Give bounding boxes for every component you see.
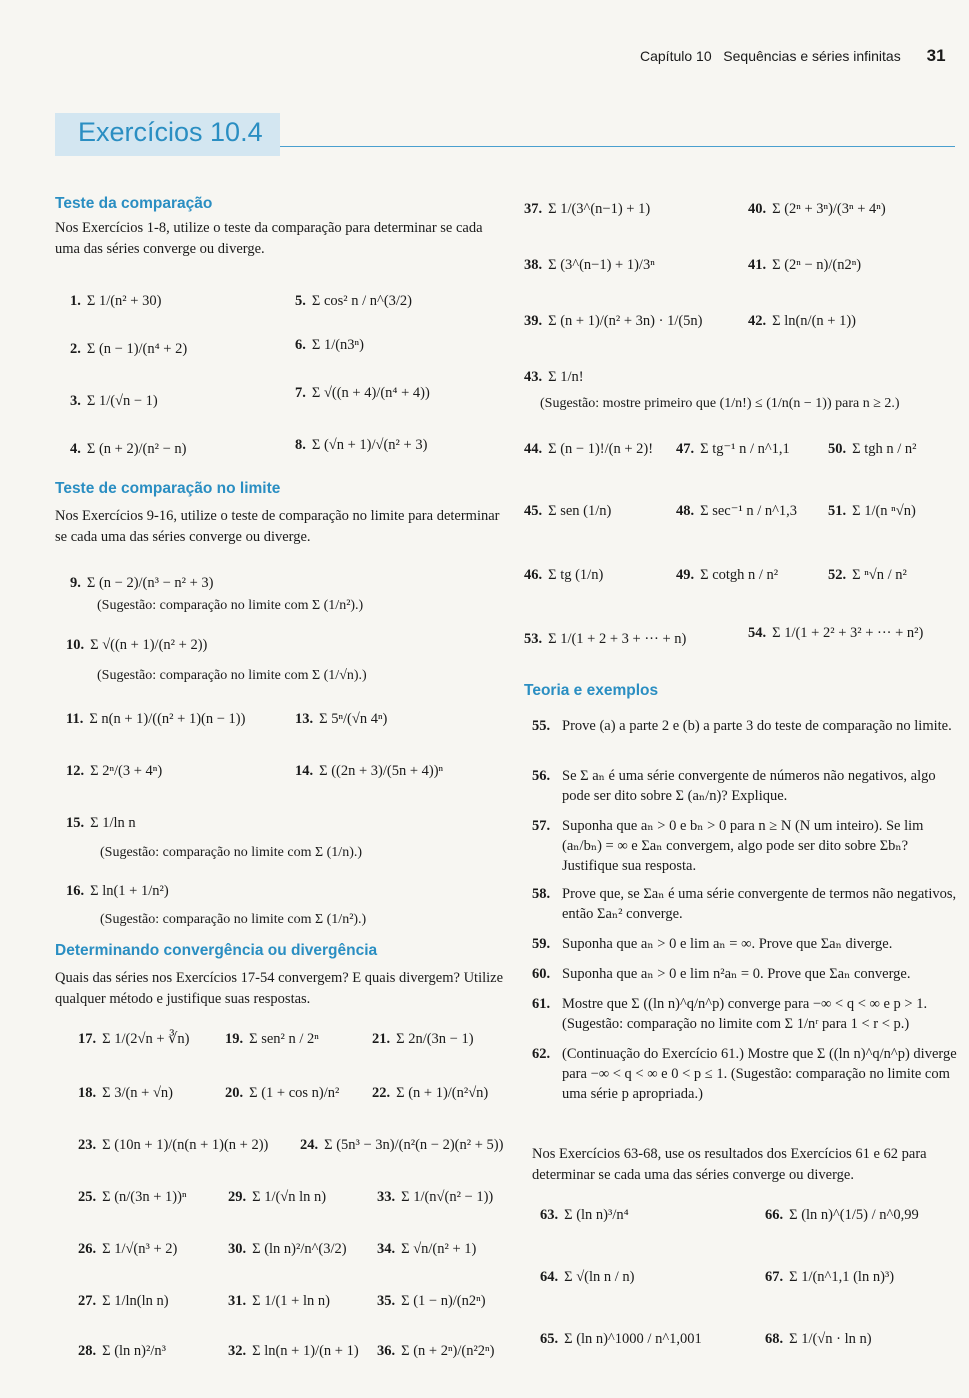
exercise-11: 11. Σ n(n + 1)/((n² + 1)(n − 1)) <box>66 711 246 727</box>
exercise-6: 6. Σ 1/(n3ⁿ) <box>295 337 364 353</box>
exercise-23: 23. Σ (10n + 1)/(n(n + 1)(n + 2)) <box>78 1137 269 1153</box>
exercise-53: 53. Σ 1/(1 + 2 + 3 + ··· + n) <box>524 631 687 647</box>
section-comparison-intro: Nos Exercícios 1-8, utilize o teste da comparação para determinar se cada uma das séries converge ou diverge. <box>55 220 483 257</box>
exercise-33: 33. Σ 1/(n√(n² − 1)) <box>377 1189 494 1205</box>
section-theory-title: Teoria e exemplos <box>524 682 659 699</box>
theory-item-59: 59. Suponha que aₙ > 0 e lim aₙ = ∞. Prove que Σaₙ diverge. <box>532 936 893 952</box>
page-number: 31 <box>926 46 946 65</box>
exercise-46: 46. Σ tg (1/n) <box>524 567 604 583</box>
exercise-27: 27. Σ 1/ln(ln n) <box>78 1293 169 1309</box>
theory-item-58: 58. Prove que, se Σaₙ é uma série convergente de termos não negativos, então Σaₙ² converge. <box>532 886 957 922</box>
exercise-28: 28. Σ (ln n)²/n³ <box>78 1343 166 1359</box>
exercise-17: 17. Σ 1/(2√n + ∛n) <box>78 1031 190 1047</box>
hint-9: (Sugestão: comparação no limite com Σ (1/n²).) <box>97 598 364 613</box>
exercise-8: 8. Σ (√n + 1)/√(n² + 3) <box>295 437 428 453</box>
exercise-44: 44. Σ (n − 1)!/(n + 2)! <box>524 441 654 457</box>
exercise-47: 47. Σ tg⁻¹ n / n^1,1 <box>676 441 790 457</box>
exercise-34: 34. Σ √n/(n² + 1) <box>377 1241 477 1257</box>
exercise-14: 14. Σ ((2n + 3)/(5n + 4))ⁿ <box>295 763 444 779</box>
banner-title: Exercícios 10.4 <box>78 117 263 147</box>
exercise-51: 51. Σ 1/(n ⁿ√n) <box>828 503 916 519</box>
exercise-18: 18. Σ 3/(n + √n) <box>78 1085 174 1101</box>
exercise-49: 49. Σ cotgh n / n² <box>676 567 779 583</box>
exercise-15: 15. Σ 1/ln n <box>66 815 136 831</box>
exercise-9: 9. Σ (n − 2)/(n³ − n² + 3) <box>70 575 214 591</box>
hint-16: (Sugestão: comparação no limite com Σ (1/n²).) <box>100 912 367 927</box>
exercise-64: 64. Σ √(ln n / n) <box>540 1269 635 1285</box>
exercise-38: 38. Σ (3^(n−1) + 1)/3ⁿ <box>524 257 655 273</box>
exercise-54: 54. Σ 1/(1 + 2² + 3² + ··· + n²) <box>748 625 924 641</box>
exercise-45: 45. Σ sen (1/n) <box>524 503 612 519</box>
exercise-16: 16. Σ ln(1 + 1/n²) <box>66 883 169 899</box>
exercise-36: 36. Σ (n + 2ⁿ)/(n²2ⁿ) <box>377 1343 495 1359</box>
exercise-43: 43. Σ 1/n! <box>524 369 584 385</box>
exercises-banner <box>55 113 280 156</box>
running-header <box>640 46 946 66</box>
theory-item-61: 61. Mostre que Σ ((ln n)^q/n^p) converge para −∞ < q < ∞ e p > 1. (Sugestão: comparação no limite com Σ 1/nʳ para 1 < r < p.) <box>532 996 928 1032</box>
theory-item-55: 55. Prove (a) a parte 2 e (b) a parte 3 do teste de comparação no limite. <box>532 718 952 734</box>
exercise-2: 2. Σ (n − 1)/(n⁴ + 2) <box>70 341 188 357</box>
section-determine-title: Determinando convergência ou divergência <box>55 942 378 959</box>
exercise-10: 10. Σ √((n + 1)/(n² + 2)) <box>66 637 208 653</box>
exercise-37: 37. Σ 1/(3^(n−1) + 1) <box>524 201 651 217</box>
exercise-4: 4. Σ (n + 2)/(n² − n) <box>70 441 187 457</box>
exercise-63: 63. Σ (ln n)³/n⁴ <box>540 1207 629 1223</box>
exercise-32: 32. Σ ln(n + 1)/(n + 1) <box>228 1343 359 1359</box>
exercise-65: 65. Σ (ln n)^1000 / n^1,001 <box>540 1331 702 1347</box>
exercise-25: 25. Σ (n/(3n + 1))ⁿ <box>78 1189 187 1205</box>
exercise-52: 52. Σ ⁿ√n / n² <box>828 567 907 583</box>
section-comparison-title: Teste da comparação <box>55 195 213 212</box>
exercise-7: 7. Σ √((n + 4)/(n⁴ + 4)) <box>295 385 430 401</box>
theory-item-57: 57. Suponha que aₙ > 0 e bₙ > 0 para n ≥ N (N um inteiro). Se lim (aₙ/bₙ) = ∞ e Σaₙ convergem, algo pode ser dito sobre Σbₙ? Justifique sua resposta. <box>532 818 924 874</box>
theory-item-60: 60. Suponha que aₙ > 0 e lim n²aₙ = 0. Prove que Σaₙ converge. <box>532 966 911 982</box>
exercise-24: 24. Σ (5n³ − 3n)/(n²(n − 2)(n² + 5)) <box>300 1137 504 1153</box>
exercise-13: 13. Σ 5ⁿ/(√n 4ⁿ) <box>295 711 388 727</box>
exercise-1: 1. Σ 1/(n² + 30) <box>70 293 162 309</box>
exercise-68: 68. Σ 1/(√n · ln n) <box>765 1331 872 1347</box>
section-determine-intro: Quais das séries nos Exercícios 17-54 convergem? E quais divergem? Utilize qualquer método e justifique suas respostas. <box>55 970 504 1007</box>
header-rule <box>280 146 955 147</box>
hint-10: (Sugestão: comparação no limite com Σ (1/√n).) <box>97 668 367 683</box>
exercise-22: 22. Σ (n + 1)/(n²√n) <box>372 1085 489 1101</box>
exercise-29: 29. Σ 1/(√n ln n) <box>228 1189 327 1205</box>
exercise-3: 3. Σ 1/(√n − 1) <box>70 393 158 409</box>
hint-15: (Sugestão: comparação no limite com Σ (1/n).) <box>100 845 363 860</box>
theory-item-62: 62. (Continuação do Exercício 61.) Mostre que Σ ((ln n)^q/n^p) diverge para −∞ < q < ∞ e 0 < p ≤ 1. (Sugestão: comparação no limite com uma série p apropriada.) <box>532 1046 957 1102</box>
exercise-48: 48. Σ sec⁻¹ n / n^1,3 <box>676 503 798 519</box>
exercise-21: 21. Σ 2n/(3n − 1) <box>372 1031 474 1047</box>
theory-item-56: 56. Se Σ aₙ é uma série convergente de números não negativos, algo pode ser dito sobre Σ (aₙ/n)? Explique. <box>532 768 936 804</box>
exercise-50: 50. Σ tgh n / n² <box>828 441 917 457</box>
exercise-66: 66. Σ (ln n)^(1/5) / n^0,99 <box>765 1207 919 1223</box>
chapter-title: Sequências e séries infinitas <box>723 48 901 64</box>
exercise-19: 19. Σ sen² n / 2ⁿ <box>225 1031 319 1047</box>
exercise-67: 67. Σ 1/(n^1,1 (ln n)³) <box>765 1269 895 1285</box>
exercise-41: 41. Σ (2ⁿ − n)/(n2ⁿ) <box>748 257 862 273</box>
exercise-35: 35. Σ (1 − n)/(n2ⁿ) <box>377 1293 486 1309</box>
section-limit-intro: Nos Exercícios 9-16, utilize o teste de comparação no limite para determinar se cada uma das séries converge ou diverge. <box>55 508 500 545</box>
exercise-30: 30. Σ (ln n)²/n^(3/2) <box>228 1241 347 1257</box>
exercise-5: 5. Σ cos² n / n^(3/2) <box>295 293 413 309</box>
exercise-42: 42. Σ ln(n/(n + 1)) <box>748 313 856 329</box>
chapter-label: Capítulo 10 <box>640 48 712 64</box>
exercise-40: 40. Σ (2ⁿ + 3ⁿ)/(3ⁿ + 4ⁿ) <box>748 201 886 217</box>
exercise-26: 26. Σ 1/√(n³ + 2) <box>78 1241 178 1257</box>
section-limit-title: Teste de comparação no limite <box>55 480 281 497</box>
exercise-31: 31. Σ 1/(1 + ln n) <box>228 1293 330 1309</box>
intro-63-68: Nos Exercícios 63-68, use os resultados dos Exercícios 61 e 62 para determinar se cada uma das séries converge ou diverge. <box>532 1146 927 1183</box>
exercise-39: 39. Σ (n + 1)/(n² + 3n) · 1/(5n) <box>524 313 703 329</box>
exercise-12: 12. Σ 2ⁿ/(3 + 4ⁿ) <box>66 763 163 779</box>
exercise-20: 20. Σ (1 + cos n)/n² <box>225 1085 340 1101</box>
hint-43: (Sugestão: mostre primeiro que (1/n!) ≤ (1/n(n − 1)) para n ≥ 2.) <box>540 396 900 411</box>
